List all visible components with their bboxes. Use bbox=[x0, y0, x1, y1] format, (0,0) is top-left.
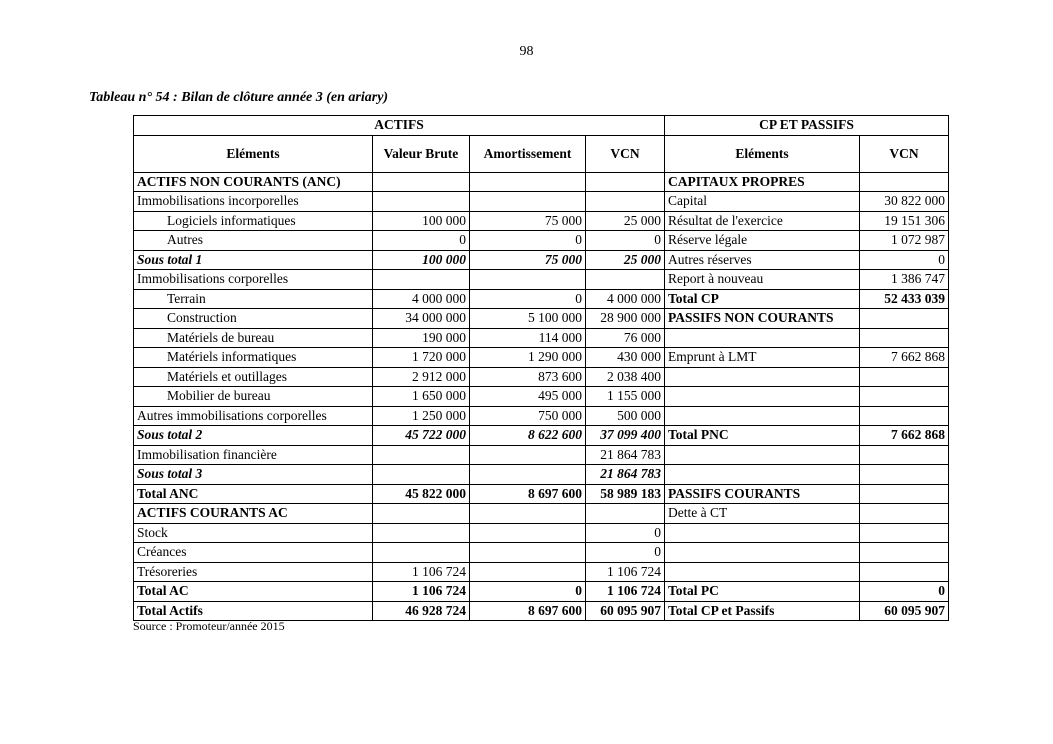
amortissement-cell: 0 bbox=[470, 289, 586, 309]
left-label-cell: Mobilier de bureau bbox=[134, 387, 373, 407]
right-label-cell bbox=[665, 445, 860, 465]
vcn-left-cell: 0 bbox=[586, 543, 665, 563]
right-label-cell bbox=[665, 543, 860, 563]
table-row bbox=[134, 309, 949, 329]
vcn-right-cell bbox=[860, 367, 949, 387]
amortissement-cell: 5 100 000 bbox=[470, 309, 586, 329]
vcn-right-cell: 7 662 868 bbox=[860, 426, 949, 446]
amortissement-cell: 495 000 bbox=[470, 387, 586, 407]
vcn-left-cell: 58 989 183 bbox=[586, 484, 665, 504]
vcn-right-cell: 30 822 000 bbox=[860, 192, 949, 212]
left-label-cell: Matériels et outillages bbox=[134, 367, 373, 387]
col-header-vcn-right: VCN bbox=[860, 135, 949, 172]
vcn-right-cell bbox=[860, 406, 949, 426]
left-label-cell: Logiciels informatiques bbox=[134, 211, 373, 231]
table-row bbox=[134, 465, 949, 485]
vcn-left-cell: 60 095 907 bbox=[586, 601, 665, 621]
vcn-left-cell: 76 000 bbox=[586, 328, 665, 348]
left-label-cell: Immobilisations corporelles bbox=[134, 270, 373, 290]
left-label-cell: Stock bbox=[134, 523, 373, 543]
valeur-brute-cell: 190 000 bbox=[373, 328, 470, 348]
vcn-right-cell bbox=[860, 387, 949, 407]
vcn-right-cell bbox=[860, 172, 949, 192]
vcn-right-cell bbox=[860, 562, 949, 582]
right-label-cell: Capital bbox=[665, 192, 860, 212]
table-row bbox=[134, 367, 949, 387]
vcn-right-cell: 1 386 747 bbox=[860, 270, 949, 290]
right-label-cell: Total PNC bbox=[665, 426, 860, 446]
left-label-cell: Immobilisations incorporelles bbox=[134, 192, 373, 212]
vcn-right-cell bbox=[860, 309, 949, 329]
vcn-left-cell: 0 bbox=[586, 523, 665, 543]
valeur-brute-cell bbox=[373, 523, 470, 543]
right-label-cell: Total CP bbox=[665, 289, 860, 309]
table-row bbox=[134, 562, 949, 582]
right-label-cell: Autres réserves bbox=[665, 250, 860, 270]
section-header-row bbox=[134, 116, 949, 136]
vcn-right-cell: 52 433 039 bbox=[860, 289, 949, 309]
valeur-brute-cell: 1 650 000 bbox=[373, 387, 470, 407]
valeur-brute-cell: 46 928 724 bbox=[373, 601, 470, 621]
amortissement-cell bbox=[470, 192, 586, 212]
right-label-cell: Total PC bbox=[665, 582, 860, 602]
left-label-cell: Sous total 3 bbox=[134, 465, 373, 485]
col-header-vcn-left: VCN bbox=[586, 135, 665, 172]
vcn-right-cell: 0 bbox=[860, 582, 949, 602]
vcn-left-cell bbox=[586, 270, 665, 290]
vcn-left-cell: 25 000 bbox=[586, 250, 665, 270]
vcn-left-cell: 2 038 400 bbox=[586, 367, 665, 387]
left-label-cell: Matériels informatiques bbox=[134, 348, 373, 368]
table-row bbox=[134, 192, 949, 212]
valeur-brute-cell: 34 000 000 bbox=[373, 309, 470, 329]
vcn-left-cell: 500 000 bbox=[586, 406, 665, 426]
valeur-brute-cell bbox=[373, 192, 470, 212]
right-label-cell: Réserve légale bbox=[665, 231, 860, 251]
table-row bbox=[134, 289, 949, 309]
valeur-brute-cell: 1 720 000 bbox=[373, 348, 470, 368]
actifs-header: ACTIFS bbox=[134, 116, 665, 136]
vcn-left-cell: 21 864 783 bbox=[586, 445, 665, 465]
table-row bbox=[134, 523, 949, 543]
right-label-cell: Report à nouveau bbox=[665, 270, 860, 290]
amortissement-cell bbox=[470, 172, 586, 192]
col-header-valeur-brute: Valeur Brute bbox=[373, 135, 470, 172]
source-note: Source : Promoteur/année 2015 bbox=[133, 619, 285, 633]
amortissement-cell: 873 600 bbox=[470, 367, 586, 387]
vcn-left-cell: 1 106 724 bbox=[586, 562, 665, 582]
amortissement-cell bbox=[470, 562, 586, 582]
vcn-left-cell: 1 155 000 bbox=[586, 387, 665, 407]
table-row bbox=[134, 270, 949, 290]
table-row bbox=[134, 387, 949, 407]
amortissement-cell bbox=[470, 523, 586, 543]
vcn-left-cell: 37 099 400 bbox=[586, 426, 665, 446]
valeur-brute-cell: 1 250 000 bbox=[373, 406, 470, 426]
left-label-cell: Total AC bbox=[134, 582, 373, 602]
right-label-cell bbox=[665, 465, 860, 485]
page-number: 98 bbox=[519, 44, 534, 59]
amortissement-cell: 8 697 600 bbox=[470, 484, 586, 504]
left-label-cell: Sous total 2 bbox=[134, 426, 373, 446]
right-label-cell bbox=[665, 328, 860, 348]
table-row bbox=[134, 211, 949, 231]
left-label-cell: ACTIFS NON COURANTS (ANC) bbox=[134, 172, 373, 192]
vcn-right-cell bbox=[860, 543, 949, 563]
right-label-cell: Résultat de l'exercice bbox=[665, 211, 860, 231]
valeur-brute-cell: 2 912 000 bbox=[373, 367, 470, 387]
col-header-elements-right: Eléments bbox=[665, 135, 860, 172]
vcn-left-cell: 1 106 724 bbox=[586, 582, 665, 602]
table-row bbox=[134, 601, 949, 621]
vcn-right-cell bbox=[860, 504, 949, 524]
valeur-brute-cell bbox=[373, 445, 470, 465]
table-row bbox=[134, 406, 949, 426]
bilan-table-body bbox=[134, 116, 949, 621]
valeur-brute-cell: 100 000 bbox=[373, 211, 470, 231]
table-row bbox=[134, 172, 949, 192]
right-label-cell: CAPITAUX PROPRES bbox=[665, 172, 860, 192]
vcn-left-cell: 25 000 bbox=[586, 211, 665, 231]
vcn-right-cell: 60 095 907 bbox=[860, 601, 949, 621]
amortissement-cell: 8 697 600 bbox=[470, 601, 586, 621]
vcn-left-cell: 28 900 000 bbox=[586, 309, 665, 329]
valeur-brute-cell bbox=[373, 172, 470, 192]
amortissement-cell: 0 bbox=[470, 231, 586, 251]
left-label-cell: Créances bbox=[134, 543, 373, 563]
column-header-row bbox=[134, 135, 949, 172]
valeur-brute-cell: 45 822 000 bbox=[373, 484, 470, 504]
table-row bbox=[134, 250, 949, 270]
col-header-amortissement: Amortissement bbox=[470, 135, 586, 172]
vcn-right-cell: 7 662 868 bbox=[860, 348, 949, 368]
left-label-cell: Autres immobilisations corporelles bbox=[134, 406, 373, 426]
table-row bbox=[134, 484, 949, 504]
valeur-brute-cell bbox=[373, 504, 470, 524]
amortissement-cell bbox=[470, 270, 586, 290]
vcn-left-cell bbox=[586, 192, 665, 212]
amortissement-cell: 114 000 bbox=[470, 328, 586, 348]
table-row bbox=[134, 504, 949, 524]
valeur-brute-cell: 0 bbox=[373, 231, 470, 251]
valeur-brute-cell: 4 000 000 bbox=[373, 289, 470, 309]
vcn-left-cell bbox=[586, 504, 665, 524]
left-label-cell: Total Actifs bbox=[134, 601, 373, 621]
vcn-right-cell bbox=[860, 523, 949, 543]
amortissement-cell bbox=[470, 504, 586, 524]
valeur-brute-cell bbox=[373, 543, 470, 563]
table-row bbox=[134, 543, 949, 563]
vcn-left-cell: 0 bbox=[586, 231, 665, 251]
bilan-table bbox=[133, 115, 949, 621]
table-row bbox=[134, 231, 949, 251]
vcn-right-cell bbox=[860, 445, 949, 465]
valeur-brute-cell: 1 106 724 bbox=[373, 562, 470, 582]
right-label-cell: Dette à CT bbox=[665, 504, 860, 524]
left-label-cell: Autres bbox=[134, 231, 373, 251]
left-label-cell: ACTIFS COURANTS AC bbox=[134, 504, 373, 524]
valeur-brute-cell: 100 000 bbox=[373, 250, 470, 270]
right-label-cell: PASSIFS COURANTS bbox=[665, 484, 860, 504]
amortissement-cell: 0 bbox=[470, 582, 586, 602]
valeur-brute-cell: 45 722 000 bbox=[373, 426, 470, 446]
left-label-cell: Construction bbox=[134, 309, 373, 329]
amortissement-cell: 75 000 bbox=[470, 250, 586, 270]
table-caption: Tableau n° 54 : Bilan de clôture année 3 (en ariary) bbox=[89, 90, 389, 105]
vcn-right-cell bbox=[860, 484, 949, 504]
valeur-brute-cell bbox=[373, 270, 470, 290]
right-label-cell bbox=[665, 387, 860, 407]
left-label-cell: Terrain bbox=[134, 289, 373, 309]
col-header-elements-left: Eléments bbox=[134, 135, 373, 172]
left-label-cell: Sous total 1 bbox=[134, 250, 373, 270]
table-row bbox=[134, 582, 949, 602]
passifs-header: CP ET PASSIFS bbox=[665, 116, 949, 136]
right-label-cell: Total CP et Passifs bbox=[665, 601, 860, 621]
left-label-cell: Immobilisation financière bbox=[134, 445, 373, 465]
left-label-cell: Matériels de bureau bbox=[134, 328, 373, 348]
amortissement-cell: 8 622 600 bbox=[470, 426, 586, 446]
amortissement-cell bbox=[470, 445, 586, 465]
table-row bbox=[134, 348, 949, 368]
vcn-right-cell: 1 072 987 bbox=[860, 231, 949, 251]
right-label-cell bbox=[665, 367, 860, 387]
vcn-left-cell: 21 864 783 bbox=[586, 465, 665, 485]
right-label-cell: Emprunt à LMT bbox=[665, 348, 860, 368]
amortissement-cell: 1 290 000 bbox=[470, 348, 586, 368]
amortissement-cell bbox=[470, 465, 586, 485]
right-label-cell bbox=[665, 562, 860, 582]
amortissement-cell: 750 000 bbox=[470, 406, 586, 426]
table-row bbox=[134, 426, 949, 446]
valeur-brute-cell bbox=[373, 465, 470, 485]
vcn-right-cell bbox=[860, 328, 949, 348]
vcn-right-cell: 0 bbox=[860, 250, 949, 270]
table-row bbox=[134, 445, 949, 465]
vcn-left-cell bbox=[586, 172, 665, 192]
left-label-cell: Trésoreries bbox=[134, 562, 373, 582]
amortissement-cell: 75 000 bbox=[470, 211, 586, 231]
vcn-right-cell bbox=[860, 465, 949, 485]
table-row bbox=[134, 328, 949, 348]
vcn-left-cell: 430 000 bbox=[586, 348, 665, 368]
right-label-cell bbox=[665, 406, 860, 426]
right-label-cell: PASSIFS NON COURANTS bbox=[665, 309, 860, 329]
valeur-brute-cell: 1 106 724 bbox=[373, 582, 470, 602]
vcn-left-cell: 4 000 000 bbox=[586, 289, 665, 309]
left-label-cell: Total ANC bbox=[134, 484, 373, 504]
amortissement-cell bbox=[470, 543, 586, 563]
right-label-cell bbox=[665, 523, 860, 543]
vcn-right-cell: 19 151 306 bbox=[860, 211, 949, 231]
